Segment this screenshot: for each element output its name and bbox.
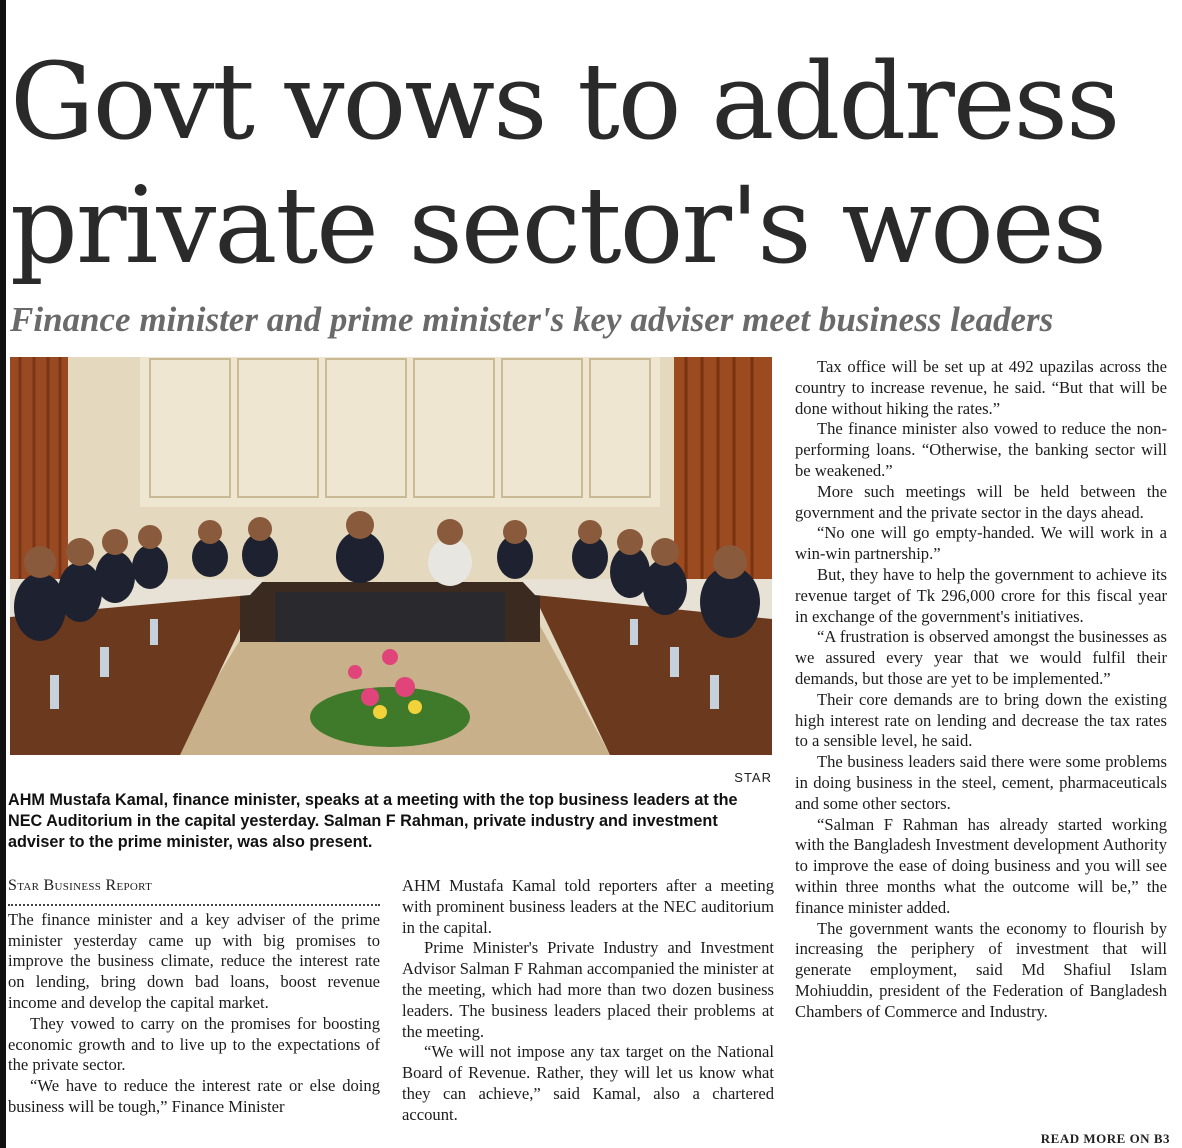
paragraph: “A frustration is observed amongst the businesses as we assured every year that we would fulfil their demands, but those are yet to be implemented.” bbox=[795, 627, 1167, 688]
headline-line-1: Govt vows to address bbox=[10, 40, 1119, 163]
paragraph: They vowed to carry on the promises for boosting economic growth and to live up to the expectations of the private sector. bbox=[8, 1013, 380, 1075]
photo-caption: AHM Mustafa Kamal, finance minister, speaks at a meeting with the top business leaders at the NEC Auditorium in the capital yesterday. Salman F Rahman, private industry and investment adviser to the prime minister, was also present. bbox=[8, 791, 738, 851]
article-column-2 bbox=[402, 876, 774, 1126]
meeting-photo bbox=[10, 357, 772, 755]
paragraph: “We have to reduce the interest rate or else doing business will be tough,” Finance Minister bbox=[8, 1076, 380, 1116]
byline: Star Business Report bbox=[8, 877, 153, 894]
paragraph: Their core demands are to bring down the existing high interest rate on lending and decrease the tax rates to a sensible level, he said. bbox=[795, 689, 1167, 751]
paragraph: “We will not impose any tax target on the National Board of Revenue. Rather, they will let us know what they can achieve,” said Kamal, also a chartered account. bbox=[402, 1042, 774, 1124]
paragraph: “Salman F Rahman has already started working with the Bangladesh Investment development Authority to improve the ease of doing business and you will see within three months what the outcome will be,” the finance minister added. bbox=[795, 814, 1167, 917]
article-column-1 bbox=[8, 876, 380, 1118]
left-page-rule bbox=[0, 0, 6, 1148]
article-column-3 bbox=[795, 357, 1167, 1023]
byline-divider bbox=[8, 904, 380, 906]
paragraph: Tax office will be set up at 492 upazilas across the country to increase revenue, he said. “But that will be done without hiking the rates.” bbox=[795, 357, 1167, 418]
paragraph: The finance minister and a key adviser of the prime minister yesterday came up with big promises to improve the business climate, reduce the interest rate on lending, bring down bad loans, boost revenue income and develop the capital market. bbox=[8, 909, 380, 1012]
subheadline: Finance minister and prime minister's key adviser meet business leaders bbox=[10, 300, 1054, 339]
headline-line-2: private sector's woes bbox=[10, 164, 1106, 287]
paragraph: AHM Mustafa Kamal told reporters after a meeting with prominent business leaders at the NEC auditorium in the capital. bbox=[402, 876, 774, 937]
paragraph: The finance minister also vowed to reduce the non-performing loans. “Otherwise, the banking sector will be weakened.” bbox=[795, 419, 1167, 480]
paragraph: More such meetings will be held between the government and the private sector in the days ahead. bbox=[795, 481, 1167, 522]
paragraph: “No one will go empty-handed. We will work in a win-win partnership.” bbox=[795, 523, 1167, 564]
headline bbox=[10, 40, 1180, 288]
photo-credit: STAR bbox=[734, 770, 772, 785]
paragraph: Prime Minister's Private Industry and Investment Advisor Salman F Rahman accompanied the minister at the meeting, which had more than two dozen business leaders. The business leaders placed their problems at the meeting. bbox=[402, 938, 774, 1041]
paragraph: The government wants the economy to flourish by increasing the periphery of investment that will generate employment, said Md Shafiul Islam Mohiuddin, president of the Federation of Bangladesh Chambers of Commerce and Industry. bbox=[795, 918, 1167, 1021]
paragraph: But, they have to help the government to achieve its revenue target of Tk 296,000 crore for this fiscal year in exchange of the government's initiatives. bbox=[795, 564, 1167, 626]
paragraph: The business leaders said there were some problems in doing business in the steel, cement, pharmaceuticals and some other sectors. bbox=[795, 752, 1167, 813]
read-more-link[interactable]: READ MORE ON B3 bbox=[1040, 1131, 1170, 1146]
